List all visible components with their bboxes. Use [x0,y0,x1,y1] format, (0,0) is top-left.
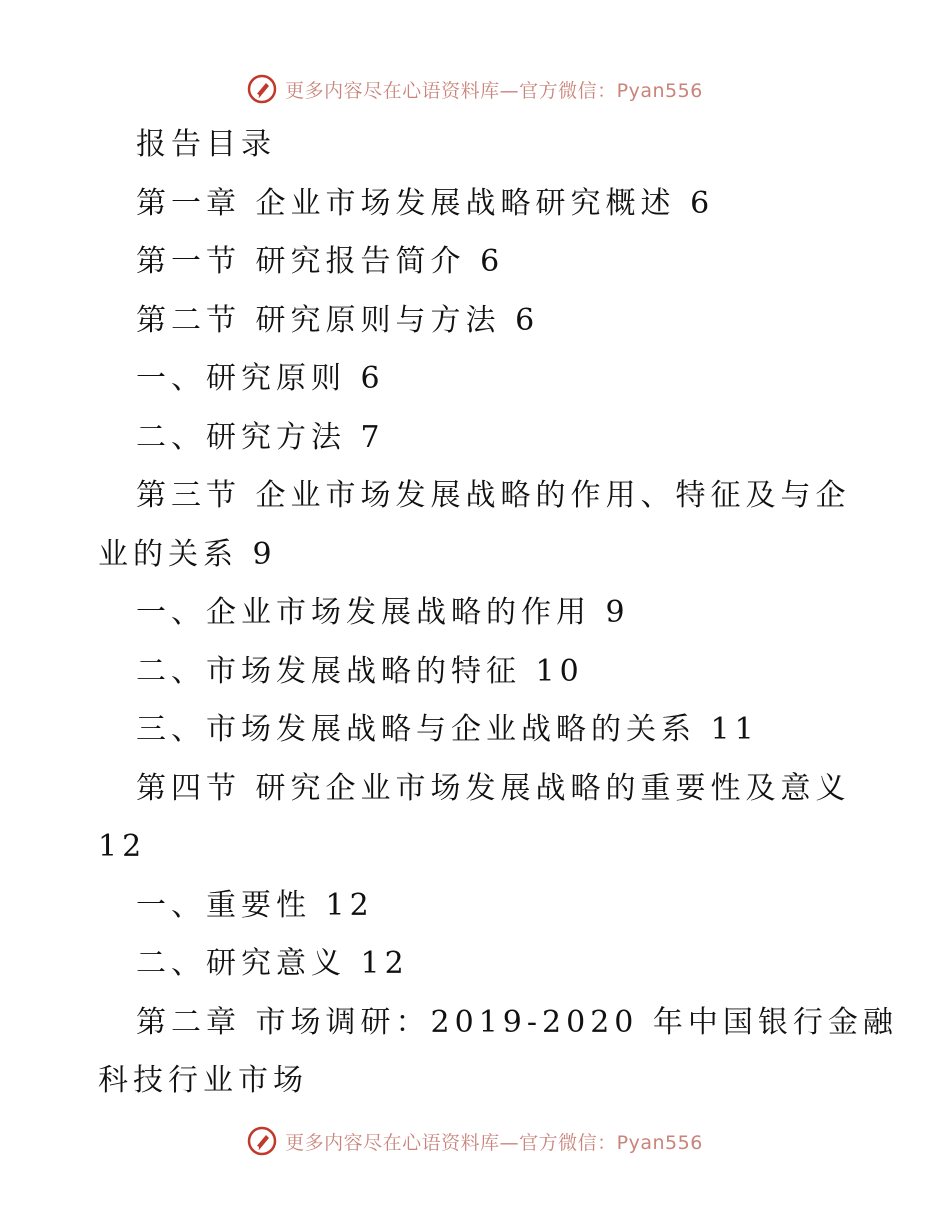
toc-entry-continuation: 业的关系 9 [98,536,277,572]
toc-entry: 二、市场发展战略的特征 10 [136,653,584,689]
toc-entry: 第三节 企业市场发展战略的作用、特征及与企 [136,478,851,513]
table-of-contents [0,116,950,1111]
toc-title: 报告目录 [136,127,276,162]
toc-entry-continuation: 科技行业市场 [98,1063,308,1098]
toc-entry: 第二节 研究原则与方法 6 [136,302,540,338]
watermark-text: 更多内容尽在心语资料库—官方微信：Pyan556 [285,1131,703,1154]
toc-entry: 二、研究意义 12 [136,946,409,981]
watermark-header [0,74,950,104]
toc-entry: 第一节 研究报告简介 6 [136,244,505,279]
pen-circle-icon [247,1126,277,1156]
toc-entry-continuation: 12 [98,829,147,864]
toc-entry: 一、企业市场发展战略的作用 9 [136,595,630,630]
toc-entry: 一、研究原则 6 [136,361,385,396]
toc-entry: 一、重要性 12 [136,887,374,923]
watermark-text: 更多内容尽在心语资料库—官方微信：Pyan556 [285,79,703,102]
toc-entry: 第一章 企业市场发展战略研究概述 6 [136,185,715,221]
toc-entry: 二、研究方法 7 [136,419,385,455]
toc-entry: 三、市场发展战略与企业战略的关系 11 [136,712,759,747]
watermark-footer [0,1126,950,1156]
pen-circle-icon [247,74,277,104]
toc-entry: 第四节 研究企业市场发展战略的重要性及意义 [136,770,851,806]
toc-entry: 第二章 市场调研：2019-2020 年中国银行金融 [136,1004,898,1040]
